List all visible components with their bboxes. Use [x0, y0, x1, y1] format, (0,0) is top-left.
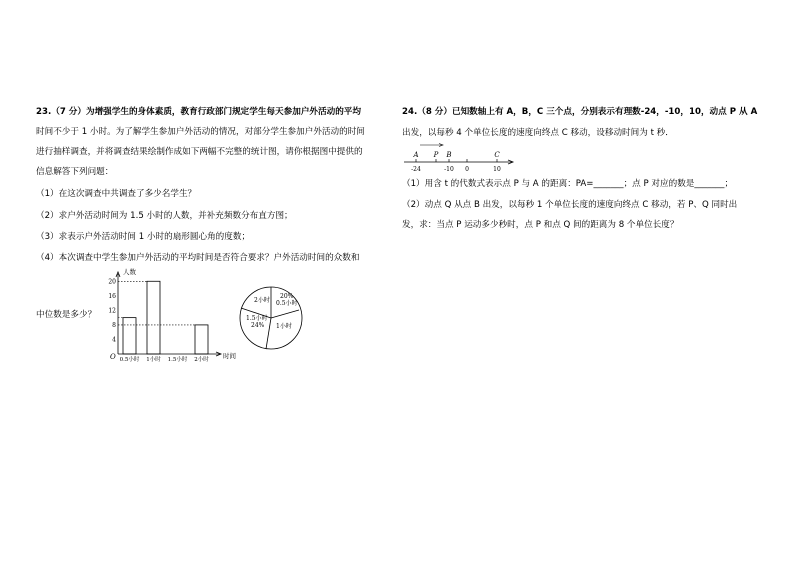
y-tick-label: 20 [108, 278, 116, 286]
q24-line-5: 发，求：当点 P 运动多少秒时，点 P 和点 Q 间的距离为 8 个单位长度？ [402, 220, 679, 230]
number-line [400, 142, 520, 177]
q23-line-9: 中位数是多少？ [36, 310, 97, 320]
pie-label-05h: 0.5小时 [276, 300, 298, 307]
y-tick-label: 12 [108, 307, 116, 315]
pie-chart [236, 283, 306, 353]
bar-1 [147, 281, 160, 354]
pie-divider [266, 318, 271, 349]
point-value: -10 [444, 166, 454, 173]
point-value: 0 [465, 166, 469, 173]
x-tick-label: 0.5小时 [119, 357, 140, 363]
point-value: 10 [493, 166, 501, 173]
y-tick-label: 16 [108, 292, 116, 300]
q23-line-6: （2）求户外活动时间为 1.5 小时的人数，并补充频数分布直方图； [36, 211, 293, 221]
q23-line-7: （3）求表示户外活动时间 1 小时的扇形圆心角的度数； [36, 232, 251, 242]
pie-label-15h: 1.5小时 [246, 315, 268, 322]
q23-line-5: （1）在这次调查中共调查了多少名学生？ [36, 189, 197, 199]
q23-line-2: 时间不少于 1 小时。为了解学生参加户外活动的情况，对部分学生参加户外活动的时间 [36, 127, 365, 137]
x-tick-label: 2小时 [194, 357, 209, 363]
q24-line-2: 出发，以每秒 4 个单位长度的速度向终点 C 移动，设移动时间为 t 秒． [402, 128, 674, 138]
point-letter-C: C [494, 151, 500, 159]
x-tick-label: 1.5小时 [167, 357, 188, 363]
pie-label-1h: 1小时 [276, 323, 292, 330]
y-axis-label: 人数 [123, 268, 136, 276]
point-letter-B: B [446, 151, 452, 159]
point-value: -24 [411, 166, 421, 173]
q23-line-3: 进行抽样调查，并将调查结果绘制作成如下两幅不完整的统计图，请你根据图中提供的 [36, 147, 363, 157]
q23-line-1: 23.（7 分）为增强学生的身体素质，教育行政部门规定学生每天参加户外活动的平均 [36, 107, 361, 117]
bar-0 [123, 318, 136, 354]
y-tick-labels [108, 278, 116, 343]
pie-pct-15h: 24% [251, 322, 265, 329]
q23-line-8: （4）本次调查中学生参加户外活动的平均时间是否符合要求？户外活动时间的众数和 [36, 253, 360, 263]
q24-line-4: （2）动点 Q 从点 B 出发，以每秒 1 个单位长度的速度向终点 C 移动，若 P、Q 同时出 [402, 200, 738, 210]
pie-pct-05h: 20% [280, 293, 294, 300]
y-tick-label: 4 [112, 336, 116, 344]
point-letter-P: P [433, 151, 439, 159]
q24-line-1: 24.（8 分）已知数轴上有 A，B，C 三个点，分别表示有理数-24，-10，10，动点 P 从 A [402, 107, 758, 117]
x-axis-label: 时间 [223, 352, 236, 360]
q24-line-3: （1）用含 t 的代数式表示点 P 与 A 的距离：PA=_______；点 P 对应的数是_______； [402, 179, 734, 189]
y-tick-label: 8 [112, 321, 116, 329]
pie-divider [271, 310, 299, 318]
origin-label: O [110, 353, 116, 361]
bar-chart [100, 266, 240, 366]
q23-line-4: 信息解答下列问题： [36, 167, 114, 177]
bars [118, 281, 208, 354]
x-tick-labels [120, 355, 210, 363]
point-letter-A: A [413, 151, 419, 159]
pie-label-2h: 2小时 [254, 297, 270, 304]
x-tick-label: 1小时 [146, 357, 161, 363]
bar-3 [195, 325, 208, 354]
